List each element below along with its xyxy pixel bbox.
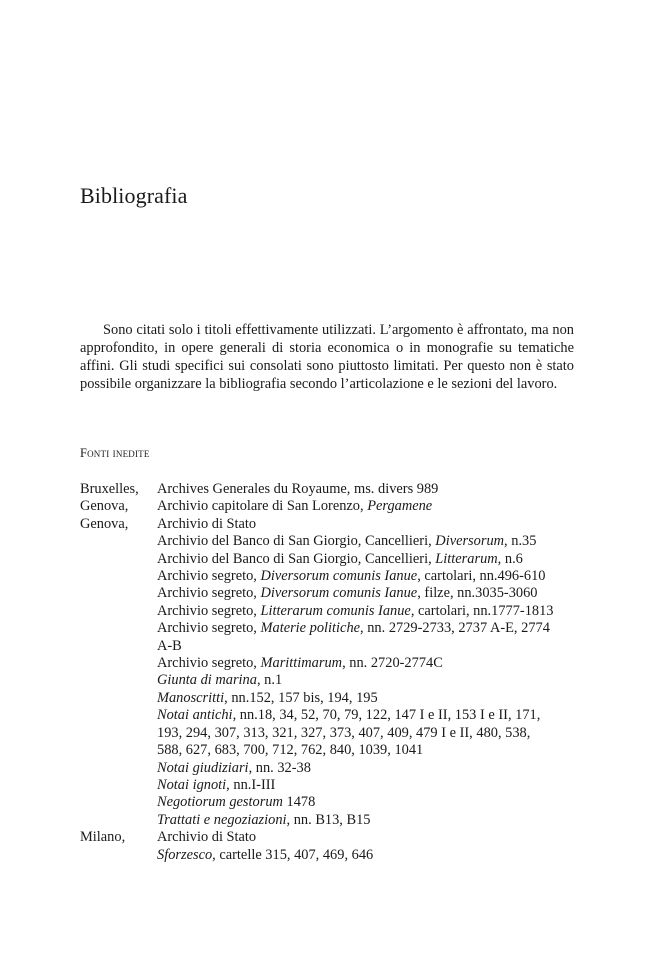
source-title: Materie politiche [260, 620, 361, 637]
source-title: Litterarum [435, 550, 498, 567]
entry-line [157, 707, 580, 724]
entry-text: Archivio del Banco di San Giorgio, Cancellieri, [157, 550, 436, 567]
entry-line [157, 725, 580, 742]
entry-line [157, 847, 580, 864]
source-title: Manoscritti [157, 689, 225, 706]
entry-text: Archivio del Banco di San Giorgio, Cancellieri, [157, 533, 436, 550]
entry-line [157, 690, 580, 707]
source-title: Giunta di marina [157, 672, 257, 689]
entry-line [157, 620, 580, 637]
archive-entry [80, 829, 580, 864]
entry-text: Archivio di Stato [157, 515, 257, 532]
archive-entry [80, 481, 580, 498]
source-title: Notai giudiziari [157, 759, 249, 776]
section-heading-fonti-inedite: Fonti inedite [80, 446, 150, 460]
entry-line [157, 812, 580, 829]
entry-text: Archivio segreto, [157, 585, 261, 602]
entry-text: , n.6 [497, 550, 523, 567]
source-title: Trattati e negoziazioni [157, 811, 287, 828]
source-title: Diversorum comunis Ianue [260, 585, 418, 602]
entry-line [157, 533, 580, 550]
entry-line [157, 672, 580, 689]
entry-text: Archives Generales du Royaume, ms. divers 989 [157, 481, 439, 497]
entry-text: , nn. 32-38 [248, 759, 311, 776]
entry-line [157, 603, 580, 620]
entry-line [157, 742, 580, 759]
intro-paragraph: Sono citati solo i titoli effettivamente utilizzati. L’argomento è affrontato, ma non approfondito, in opere generali di storia economica o in monografie su tematiche affini. Gli studi specifici sui consolati sono piuttosto limitati. Per questo non è stato possibile organizzare la bibliografia secondo l’articolazione e le sezioni del lavoro. [80, 322, 574, 392]
entry-text: Archivio segreto, [157, 602, 261, 619]
entry-line [157, 585, 580, 602]
archive-entry [80, 498, 580, 515]
entry-text: Archivio capitolare di San Lorenzo, [157, 498, 368, 515]
entry-text: , nn.I-III [226, 776, 276, 793]
entry-place: Milano, [80, 829, 126, 846]
entry-text: , nn.152, 157 bis, 194, 195 [224, 689, 378, 706]
entry-line [157, 777, 580, 794]
entry-text: Archivio segreto, [157, 655, 261, 672]
archive-entry [80, 516, 580, 829]
entry-text: , nn. 2729-2733, 2737 A-E, 2774 [360, 620, 550, 637]
entry-place: Bruxelles, [80, 481, 139, 497]
entry-text: Archivio di Stato [157, 829, 257, 846]
entry-line [157, 760, 580, 777]
entry-text: 1478 [282, 794, 316, 811]
entry-line [157, 655, 580, 672]
entry-text: , cartelle 315, 407, 469, 646 [212, 846, 374, 863]
entry-text: , filze, nn.3035-3060 [417, 585, 538, 602]
source-title: Diversorum [435, 533, 505, 550]
entry-text: 193, 294, 307, 313, 321, 327, 373, 407, 409, 479 I e II, 480, 538, [157, 724, 531, 741]
entry-text: , nn. B13, B15 [286, 811, 371, 828]
source-title: Litterarum comunis Ianue [260, 602, 411, 619]
entry-line [157, 481, 580, 498]
entry-text: A-B [157, 637, 182, 654]
page-title: Bibliografia [80, 183, 188, 208]
entry-line [157, 829, 580, 846]
source-title: Diversorum comunis Ianue [260, 568, 418, 585]
entry-line [157, 498, 580, 515]
source-title: Notai ignoti [157, 776, 227, 793]
entry-place: Genova, [80, 498, 129, 515]
entry-line [157, 551, 580, 568]
entry-place: Genova, [80, 515, 129, 532]
source-title: Pergamene [367, 498, 433, 515]
archive-entry-list [80, 481, 580, 864]
entry-text: , cartolari, nn.496-610 [417, 568, 546, 585]
entry-text: 588, 627, 683, 700, 712, 762, 840, 1039, 1041 [157, 742, 424, 759]
entry-line [157, 638, 580, 655]
entry-text: , nn. 2720-2774C [342, 655, 443, 672]
entry-text: Archivio segreto, [157, 620, 261, 637]
source-title: Sforzesco [157, 846, 213, 863]
entry-text: , nn.18, 34, 52, 70, 79, 122, 147 I e II, 153 I e II, 171, [232, 707, 541, 724]
source-title: Marittimarum [260, 655, 343, 672]
entry-text: Archivio segreto, [157, 568, 261, 585]
entry-line [157, 568, 580, 585]
entry-line [157, 516, 580, 533]
entry-text: , n.1 [256, 672, 283, 689]
entry-line [157, 794, 580, 811]
entry-text: , n.35 [504, 533, 537, 550]
source-title: Notai antichi [157, 707, 233, 724]
source-title: Negotiorum gestorum [157, 794, 283, 811]
entry-text: , cartolari, nn.1777-1813 [410, 602, 554, 619]
